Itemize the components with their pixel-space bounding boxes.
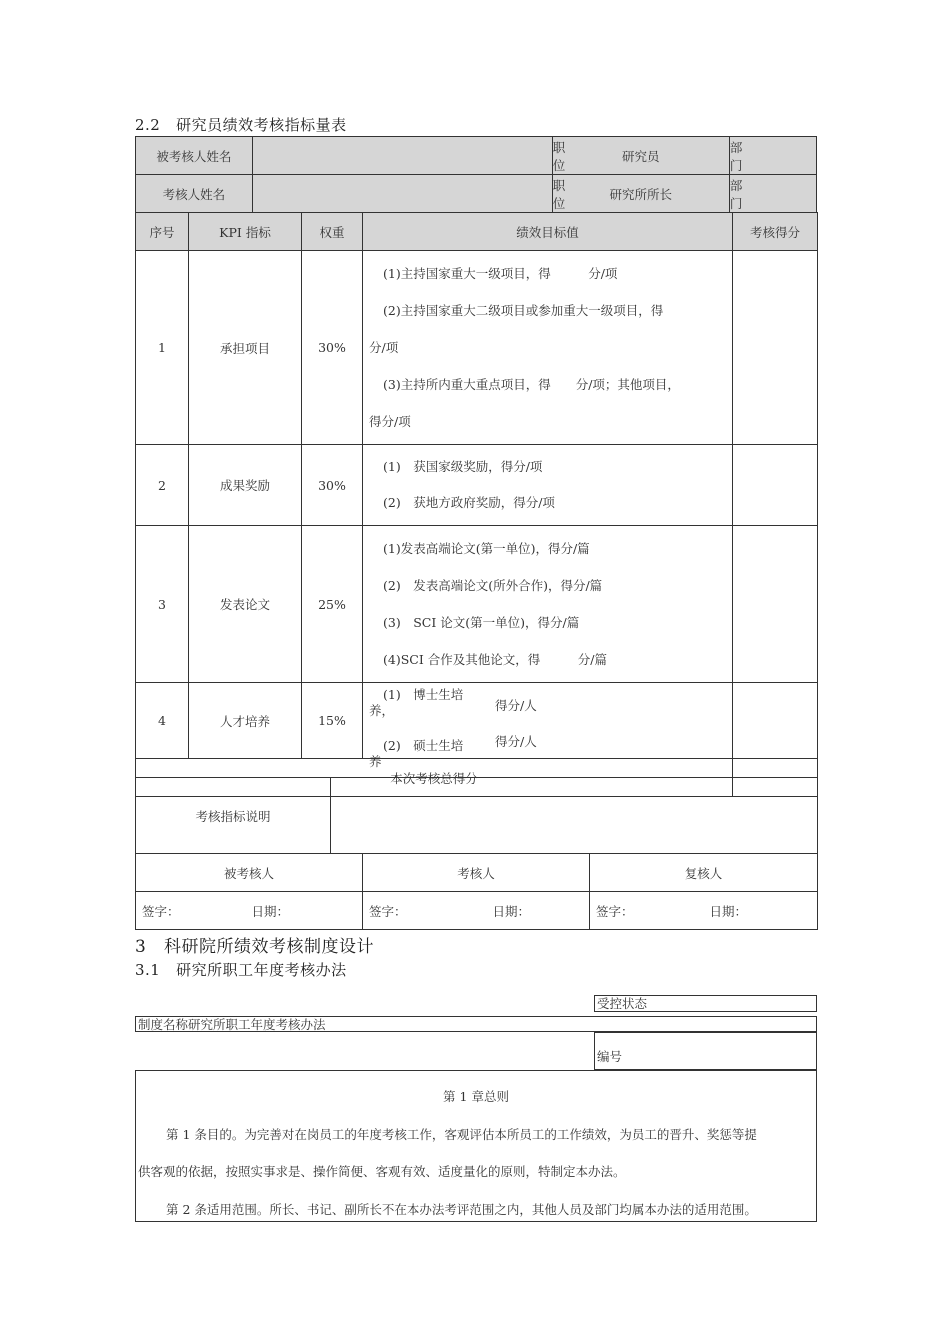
explain-label: 考核指标说明 — [136, 778, 331, 854]
talent-phd-label: (1) 博士生培 — [383, 686, 464, 702]
position-value: 研究员 — [552, 137, 729, 175]
talent-master-score: 得分/人 — [495, 733, 537, 749]
table-row — [136, 251, 818, 445]
col-score: 考核得分 — [733, 213, 818, 251]
section-title: 研究所职工年度考核办法 — [176, 961, 347, 979]
assessor-name-label: 考核人姓名 — [136, 175, 253, 213]
col-kpi: KPI 指标 — [189, 213, 302, 251]
table-row — [136, 526, 818, 683]
goal-line: (2)主持国家重大二级项目或参加重大一级项目，得 — [383, 303, 664, 318]
date-label: 日期： — [709, 903, 748, 919]
article-1-line-1: 第 1 条目的。为完善对在岗员工的年度考核工作，客观评估本所员工的工作绩效，为员工的晋升、奖惩等提 — [166, 1127, 757, 1142]
assessee-name-value[interactable] — [252, 137, 552, 175]
talent-phd-suffix: 养， — [369, 702, 395, 718]
date-label: 日期： — [251, 903, 290, 919]
total-label: 本次考核总得分 — [136, 759, 733, 797]
explain-row — [136, 778, 818, 854]
sign-header-reviewer: 复核人 — [590, 854, 818, 892]
number-box — [594, 1032, 817, 1070]
row-goals — [363, 683, 733, 769]
section-heading-2-2 — [135, 114, 347, 135]
goal-line: (3) SCI 论文(第一单位)，得分/篇 — [383, 615, 580, 630]
goal-line: (4)SCI 合作及其他论文，得 分/篇 — [383, 652, 607, 667]
row-score[interactable] — [733, 445, 818, 526]
talent-master-label: (2) 硕士生培 — [383, 737, 464, 753]
row-seq: 4 — [136, 683, 189, 759]
sign-header-assessee: 被考核人 — [136, 854, 363, 892]
row-score[interactable] — [733, 251, 818, 445]
row-kpi: 人才培养 — [189, 683, 302, 759]
goal-line: (1)发表高端论文(第一单位)，得分/篇 — [383, 541, 590, 556]
row-goals — [363, 526, 733, 683]
number-label: 编号 — [597, 1049, 623, 1064]
row-weight: 25% — [302, 526, 363, 683]
col-weight: 权重 — [302, 213, 363, 251]
sign-header-assessor: 考核人 — [363, 854, 590, 892]
kpi-table — [135, 136, 817, 213]
sign-row — [136, 892, 818, 930]
sign-header-row — [136, 854, 818, 892]
explain-value[interactable] — [331, 778, 818, 854]
row-score[interactable] — [733, 526, 818, 683]
goal-line: (2) 获地方政府奖励，得分/项 — [383, 495, 555, 510]
talent-phd-score: 得分/人 — [495, 697, 537, 713]
section-number: 3 — [135, 937, 147, 957]
row-seq: 2 — [136, 445, 189, 526]
row-kpi: 承担项目 — [189, 251, 302, 445]
section-heading-3 — [135, 932, 374, 957]
goal-line: 得分/项 — [369, 414, 411, 429]
chapter-title: 第 1 章总则 — [443, 1089, 509, 1104]
table-row — [136, 683, 818, 759]
section-number: 2.2 — [135, 116, 161, 134]
kpi-body-table — [135, 212, 818, 797]
goal-line: (2) 发表高端论文(所外合作)，得分/篇 — [383, 578, 603, 593]
talent-master-suffix: 养 — [369, 753, 382, 769]
section-heading-3-1 — [135, 959, 347, 980]
sign-cell-assessor[interactable] — [363, 892, 590, 930]
row-kpi: 成果奖励 — [189, 445, 302, 526]
dept-value[interactable] — [729, 137, 816, 175]
section-number: 3.1 — [135, 961, 161, 979]
article-1-line-2: 供客观的依据，按照实事求是、操作简便、客观有效、适度量化的原则，特制定本办法。 — [138, 1164, 626, 1179]
section-title: 研究员绩效考核指标量表 — [176, 116, 347, 134]
control-status-label: 受控状态 — [597, 996, 648, 1011]
row-score[interactable] — [733, 683, 818, 759]
signoff-table — [135, 777, 818, 930]
goal-line: 分/项 — [369, 340, 399, 355]
header-row-assessee — [136, 137, 817, 175]
row-weight: 30% — [302, 251, 363, 445]
row-weight: 15% — [302, 683, 363, 759]
row-goals — [363, 445, 733, 526]
row-kpi: 发表论文 — [189, 526, 302, 683]
position-value: 研究所所长 — [552, 175, 729, 213]
col-seq: 序号 — [136, 213, 189, 251]
assessor-name-value[interactable] — [252, 175, 552, 213]
section-title: 科研院所绩效考核制度设计 — [164, 937, 375, 957]
article-2: 第 2 条适用范围。所长、书记、副所长不在本办法考评范围之内，其他人员及部门均属本办法的适用范围。 — [166, 1202, 757, 1217]
assessee-name-label: 被考核人姓名 — [136, 137, 253, 175]
column-header-row — [136, 213, 818, 251]
sign-cell-assessee[interactable] — [136, 892, 363, 930]
row-weight: 30% — [302, 445, 363, 526]
dept-value[interactable] — [729, 175, 816, 213]
system-name: 制度名称研究所职工年度考核办法 — [138, 1017, 326, 1032]
sign-label: 签字： — [596, 903, 634, 919]
col-target: 绩效目标值 — [363, 213, 733, 251]
header-row-assessor — [136, 175, 817, 213]
system-name-box — [135, 1016, 817, 1032]
row-seq: 3 — [136, 526, 189, 683]
sign-label: 签字： — [369, 903, 407, 919]
table-row — [136, 445, 818, 526]
row-seq: 1 — [136, 251, 189, 445]
chapter-box — [135, 1070, 817, 1222]
goal-line: (3)主持所内重大重点项目，得 分/项；其他项目， — [383, 377, 680, 392]
sign-label: 签字： — [142, 903, 180, 919]
goal-line: (1) 获国家级奖励，得分/项 — [383, 459, 543, 474]
control-status-box — [594, 995, 817, 1012]
goal-line: (1)主持国家重大一级项目，得 分/项 — [383, 266, 618, 281]
sign-cell-reviewer[interactable] — [590, 892, 818, 930]
row-goals — [363, 251, 733, 445]
date-label: 日期： — [492, 903, 531, 919]
